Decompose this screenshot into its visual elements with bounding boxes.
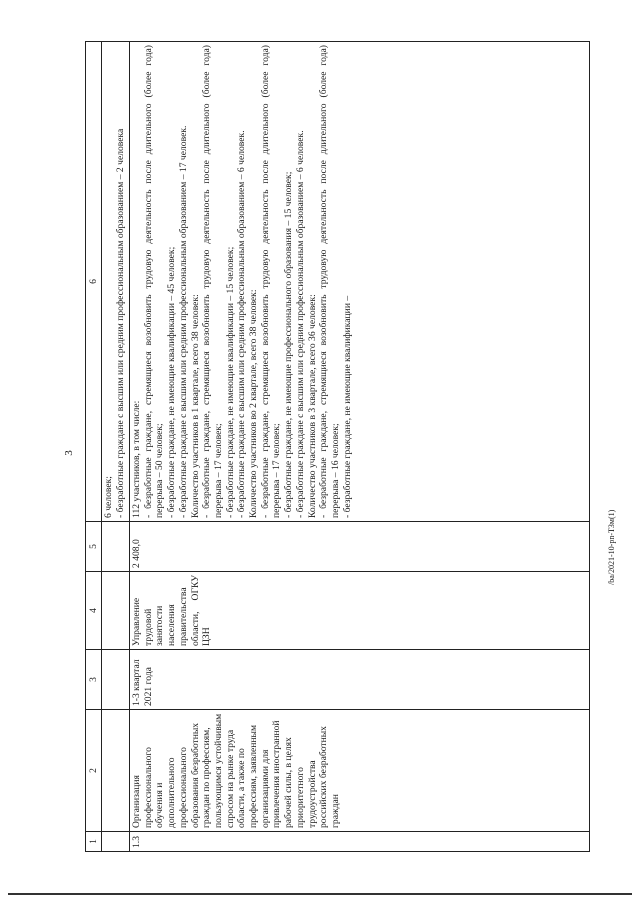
description-line: Количество участников во 2 квартале, всего 38 человек:: [248, 289, 260, 518]
description-line: Количество участников в 3 квартале, всего 36 человек:: [306, 294, 318, 518]
period-cell: 1-3 квартал 2021 года: [130, 650, 590, 710]
empty-cell: [102, 832, 130, 852]
page-number: 3: [62, 450, 75, 456]
description-line: 6 человек;: [103, 476, 114, 518]
description-line: - безработные граждане, стремящиеся возобновить трудовую деятельность после длительного (более года) перерыва – 17 человек;: [259, 45, 283, 518]
description-cell: [102, 42, 130, 522]
bottom-rule: [8, 893, 632, 895]
description-line: - безработные граждане, стремящиеся возобновить трудовую деятельность после длительного (более года) перерыва – 16 человек;: [318, 45, 341, 518]
header-cell: 6: [86, 42, 102, 522]
description-line: 112 участников, в том числе:: [131, 400, 142, 518]
executor-cell: Управление трудовой занятости населения правительства области, ОГКУ ЦЗН: [130, 572, 590, 650]
table-row: [130, 42, 590, 852]
table-header-row: [86, 42, 102, 852]
empty-cell: [102, 572, 130, 650]
description-line: - безработные граждане, не имеющие квалификации –: [341, 295, 353, 518]
document-code: /ba/2021-10-pn-TЗм(1): [607, 509, 616, 585]
empty-cell: [102, 650, 130, 710]
rotated-table-container: [85, 42, 590, 852]
description-line: - безработные граждане с высшим или средним профессиональным образованием – 6 человек.: [236, 130, 248, 518]
header-cell: 4: [86, 572, 102, 650]
description-line: Количество участников в 1 квартале, всего 38 человек:: [189, 294, 201, 518]
empty-cell: [102, 710, 130, 832]
description-line: - безработные граждане, стремящиеся возобновить трудовую деятельность после длительного (более года) перерыва – 50 человек;: [142, 45, 166, 518]
header-cell: 1: [86, 832, 102, 852]
description-line: - безработные граждане, стремящиеся возобновить трудовую деятельность после длительного (более года) перерыва – 17 человек;: [201, 45, 224, 518]
header-cell: 3: [86, 650, 102, 710]
activity-cell: Организация профессионального обучения и дополнительного профессионального образования безработных граждан по профессиям, пользующимся устойчивым спросом на рынке труда области, а также по профессиям, заявленным организациями для привлечения иностранной рабочей силы, в целях приоритетного трудоустройства российских безработных граждан: [130, 710, 590, 832]
empty-cell: [102, 522, 130, 572]
description-line: - безработные граждане с высшим или средним профессиональным образованием – 17 человек.: [177, 125, 189, 518]
description-line: - безработные граждане, не имеющие квалификации – 45 человек;: [166, 246, 178, 518]
header-cell: 5: [86, 522, 102, 572]
table-row-continuation: [102, 42, 130, 852]
amount-cell: 2 408,0: [130, 522, 590, 572]
header-cell: 2: [86, 710, 102, 832]
description-line: - безработные граждане с высшим или средним профессиональным образованием – 2 человека: [114, 128, 126, 518]
description-line: - безработные граждане с высшим или средним профессиональным образованием – 6 человек.: [294, 130, 306, 518]
measures-table: [85, 41, 590, 852]
description-cell: [130, 42, 590, 522]
row-number: 1.3: [130, 832, 590, 852]
description-line: - безработные граждане, не имеющие квалификации – 15 человек;: [224, 246, 236, 518]
description-line: - безработные граждане, не имеющие профессионального образования – 15 человек;: [283, 171, 295, 518]
